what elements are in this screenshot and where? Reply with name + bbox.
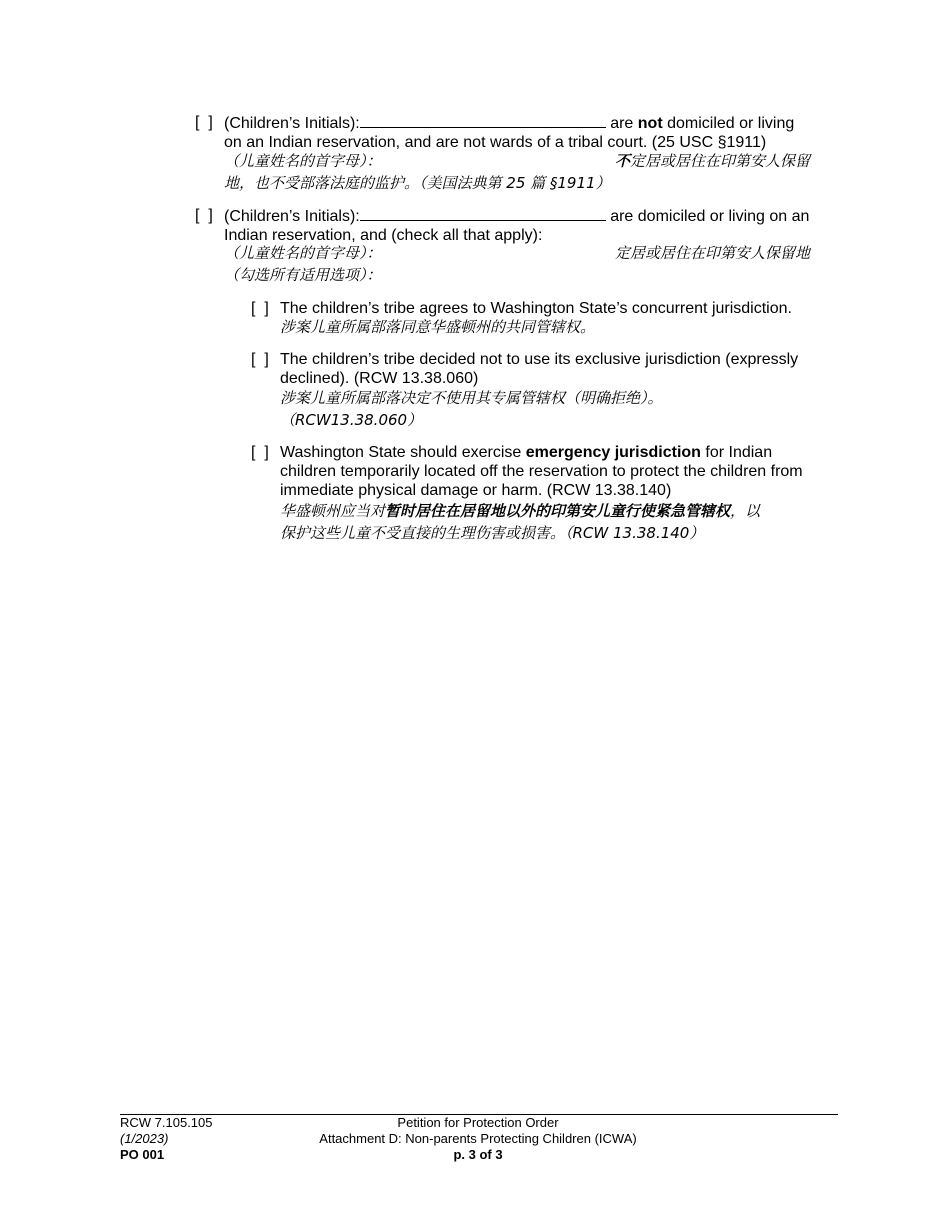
initials-field-2[interactable] — [360, 206, 606, 221]
sub-emergency-zh-line1: 华盛顿州应当对暂时居住在居留地以外的印第安儿童行使紧急管辖权，以 — [280, 502, 761, 520]
sub-declined-en: The children’s tribe decided not to use its exclusive jurisdiction (expressly declined). (RCW 13.38.060) — [280, 351, 799, 387]
footer-form-id: PO 001 — [120, 1147, 165, 1162]
sub-concurrent-en: The children’s tribe agrees to Washington State’s concurrent jurisdiction. — [280, 300, 792, 317]
footer-rcw: RCW 7.105.105 — [120, 1115, 213, 1130]
checkbox-not-domiciled[interactable]: [ ] — [195, 114, 213, 131]
checkbox-emergency-jurisdiction[interactable]: [ ] — [251, 444, 269, 461]
footer-page: p. 3 of 3 — [453, 1147, 503, 1162]
sub-concurrent-zh: 涉案儿童所属部落同意华盛顿州的共同管辖权。 — [280, 318, 596, 336]
footer-subtitle: Attachment D: Non-parents Protecting Children (ICWA) — [319, 1131, 637, 1146]
item-not-domiciled-zh-right: 不定居或居住在印第安人保留 — [615, 152, 811, 170]
item-domiciled-zh-label: （儿童姓名的首字母）： — [224, 244, 382, 262]
sub-emergency-en: Washington State should exercise emergency jurisdiction for Indian children temporarily located off the reservation to protect the children from immediate physical damage or harm. (RCW 13.38.140) — [280, 444, 803, 499]
footer-title: Petition for Protection Order — [397, 1115, 559, 1130]
checkbox-domiciled[interactable]: [ ] — [195, 207, 213, 224]
initials-label: (Children’s Initials): — [224, 115, 360, 132]
item-domiciled-zh-line2: （勾选所有适用选项）： — [224, 266, 382, 284]
item-not-domiciled-zh-line2: 地，也不受部落法庭的监护。（美国法典第 25 篇 §1911） — [224, 174, 611, 192]
initials-field-1[interactable] — [360, 113, 606, 128]
item-not-domiciled-en: (Children’s Initials): are not domiciled or living on an Indian reservation, and are not wards of a tribal court. (25 USC §1911) — [224, 115, 795, 151]
sub-declined-zh-line2: （RCW13.38.060） — [280, 411, 423, 429]
sub-emergency-zh-line2: 保护这些儿童不受直接的生理伤害或损害。（RCW 13.38.140） — [280, 524, 705, 542]
checkbox-concurrent-jurisdiction[interactable]: [ ] — [251, 300, 269, 317]
footer-date: (1/2023) — [120, 1131, 169, 1146]
checkbox-declined-jurisdiction[interactable]: [ ] — [251, 351, 269, 368]
initials-label: (Children’s Initials): — [224, 208, 360, 225]
item-domiciled-en: (Children’s Initials): are domiciled or living on an Indian reservation, and (check all that apply): — [224, 208, 810, 244]
item-not-domiciled-zh-label: （儿童姓名的首字母）： — [224, 152, 382, 170]
item-domiciled-zh-right: 定居或居住在印第安人保留地 — [615, 244, 811, 262]
sub-declined-zh-line1: 涉案儿童所属部落决定不使用其专属管辖权（明确拒绝）。 — [280, 389, 663, 407]
